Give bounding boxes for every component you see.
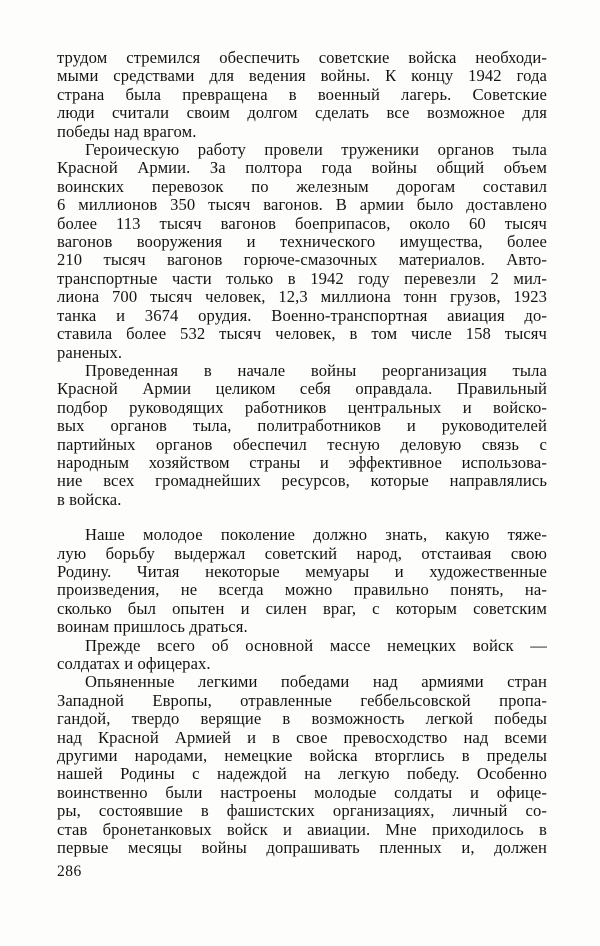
text-line: ры, состоявшие в фашистских организациях, личный со- [57, 801, 547, 821]
text-line: вагонов вооружения и технического имущества, более [57, 232, 547, 252]
text-line: Наше молодое поколение должно знать, какую тяже- [85, 525, 547, 545]
text-line: ставила более 532 тысяч человек, в том числе 158 тысяч [57, 324, 547, 344]
text-line: 210 тысяч вагонов горюче-смазочных материалов. Авто- [57, 250, 547, 270]
text-line: Красной Армии целиком себя оправдала. Правильный [57, 379, 547, 399]
text-line: люди считали своим долгом сделать все возможное для [57, 103, 547, 123]
text-line: сколько был опытен и силен враг, с которым советским [57, 598, 547, 618]
text-line: ние всех громаднейших ресурсов, которые направлялись [57, 471, 547, 491]
text-line: первые месяцы войны допрашивать пленных и, должен [57, 838, 547, 858]
text-line: трудом стремился обеспечить советские войска необходи- [57, 48, 547, 67]
paragraph [57, 637, 547, 674]
text-line: Проведенная в начале войны реорганизация тыла [85, 360, 547, 380]
text-line: воинственно были настроены молодые солдаты и офице- [57, 782, 547, 802]
text-line: страна была превращена в военный лагерь. Советские [57, 84, 547, 104]
text-line: Красной Армии. За полтора года войны общий объем [57, 158, 547, 178]
text-line: воинских перевозок по железным дорогам составил [57, 176, 547, 196]
text-line: транспортные части только в 1942 году перевезли 2 мил- [57, 268, 547, 288]
text-line: нашей Родины с надеждой на легкую победу. Особенно [57, 764, 547, 784]
text-line: гандой, твердо верящие в возможность легкой победы [57, 709, 547, 729]
text-line: лую борьбу выдержал советский народ, отстаивая свою [57, 543, 547, 563]
text-line: лиона 700 тысяч человек, 12,3 миллиона тонн грузов, 1923 [57, 287, 547, 307]
page-text [57, 49, 547, 857]
text-line: более 113 тысяч вагонов боеприпасов, около 60 тысяч [57, 213, 547, 233]
text-line: 6 миллионов 350 тысяч вагонов. В армии было доставлено [57, 195, 547, 215]
paragraph [57, 526, 547, 636]
text-line: воинам пришлось драться. [57, 617, 248, 637]
text-line: победы над врагом. [57, 121, 197, 141]
paragraph [57, 141, 547, 362]
paragraph [57, 673, 547, 857]
text-line: народным хозяйством страны и эффективное использова- [57, 452, 547, 472]
text-line: Родину. Читая некоторые мемуары и художественные [57, 561, 547, 581]
text-line: солдатах и офицерах. [57, 654, 211, 673]
text-line: вых органов тыла, политработников и руководителей [57, 416, 547, 436]
text-line: подбор руководящих работников центральных и войско- [57, 397, 547, 417]
text-line: Прежде всего об основной массе немецких войск — [85, 635, 547, 655]
text-line: Опьяненные легкими победами над армиями стран [85, 672, 547, 692]
text-line: в войска. [57, 489, 122, 509]
text-line: Западной Европы, отравленные геббельсовской пропа- [57, 690, 547, 710]
text-line: став бронетанковых войск и авиации. Мне приходилось в [57, 819, 547, 839]
paragraph [57, 362, 547, 509]
text-line: над Красной Армией и в свое превосходство над всеми [57, 727, 547, 747]
text-line: другими народами, немецкие войска вторглись в пределы [57, 746, 547, 766]
page-number: 286 [57, 863, 82, 880]
text-line: танка и 3674 орудия. Военно-транспортная авиация до- [57, 305, 547, 325]
paragraph [57, 49, 547, 141]
text-line: раненых. [57, 342, 123, 362]
text-line: партийных органов обеспечил тесную деловую связь с [57, 434, 547, 454]
text-line: произведения, не всегда можно правильно понять, на- [57, 580, 547, 600]
text-line: мыми средствами для ведения войны. К концу 1942 года [57, 66, 547, 86]
text-line: Героическую работу провели труженики органов тыла [85, 140, 547, 160]
